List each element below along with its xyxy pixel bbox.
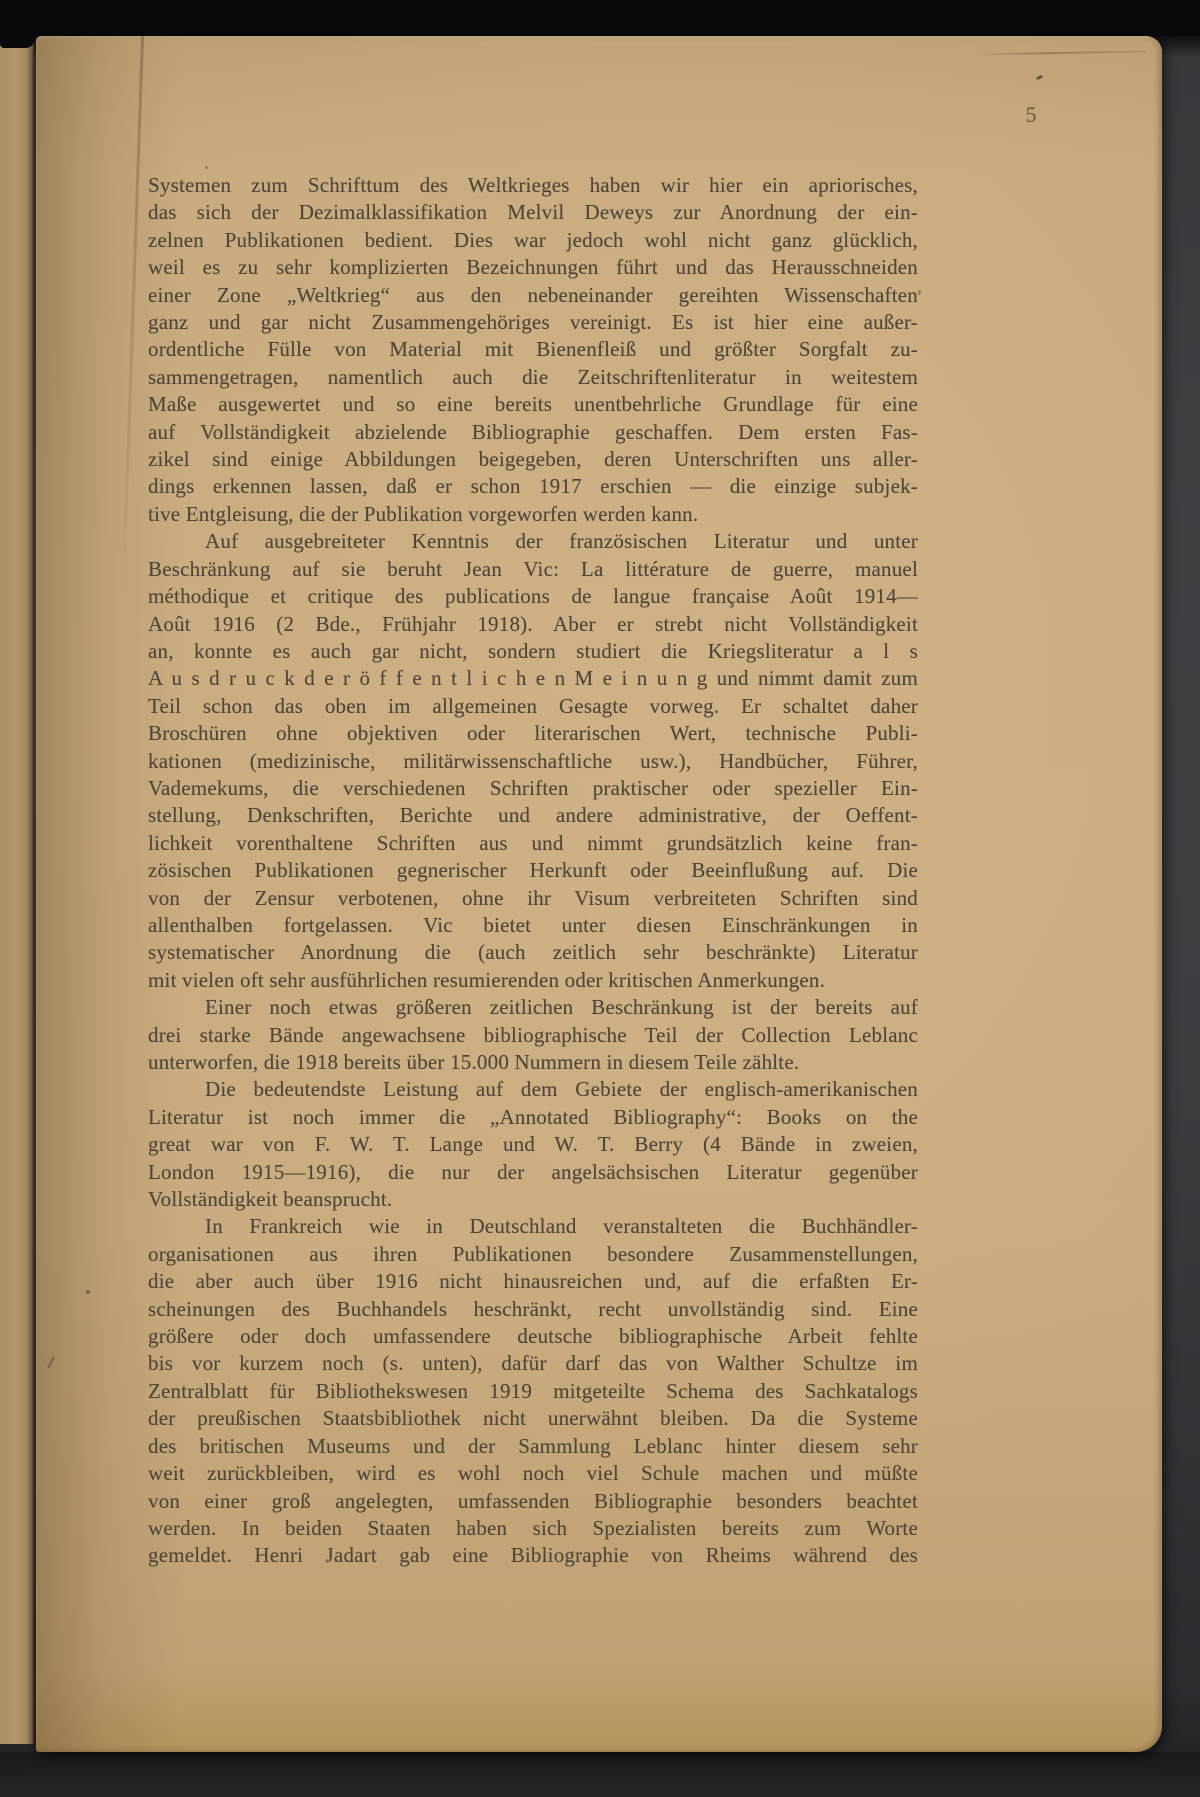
text-line: einer Zone „Weltkrieg“ aus den nebeneinander gereihten Wissenschaften: [148, 282, 918, 307]
text-line: Systemen zum Schrifttum des Weltkrieges haben wir hier ein apriorisches,: [148, 173, 918, 197]
text-line: Vademekums, die verschiedenen Schriften praktischer oder spezieller Ein-: [148, 775, 918, 800]
text-line: Beschränkung auf sie beruht Jean Vic: La littérature de guerre, manuel: [148, 556, 918, 581]
text-line: von einer groß angelegten, umfassenden Bibliographie besonders beachtet: [148, 1488, 918, 1513]
text-line: drei starke Bände angewachsene bibliographische Teil der Collection Leblanc: [148, 1022, 918, 1047]
text-line: sammengetragen, namentlich auch die Zeitschriftenliteratur in weitestem: [148, 364, 918, 389]
text-line: werden. In beiden Staaten haben sich Spezialisten bereits zum Worte: [148, 1515, 918, 1540]
text-line: größere oder doch umfassendere deutsche bibliographische Arbeit fehlte: [148, 1324, 918, 1349]
paragraph: [148, 1213, 918, 1569]
adjacent-page-edge: [0, 44, 34, 1744]
paragraph: [148, 172, 918, 528]
text-line: Zentralblatt für Bibliothekswesen 1919 mitgeteilte Schema des Sachkatalogs: [148, 1378, 918, 1403]
text-line: Maße ausgewertet und so eine bereits unentbehrliche Grundlage für eine: [148, 392, 918, 417]
page: [36, 36, 1162, 1752]
text-line: organisationen aus ihren Publikationen besondere Zusammenstellungen,: [148, 1241, 918, 1266]
text-line: ganz und gar nicht Zusammengehöriges vereinigt. Es ist hier eine außer-: [148, 310, 918, 335]
text-line: dings erkennen lassen, daß er schon 1917 erschien — die einzige subjek-: [148, 474, 918, 499]
text-line: von der Zensur verbotenen, ohne ihr Visum verbreiteten Schriften sind: [148, 885, 918, 910]
text-line: des britischen Museums und der Sammlung Leblanc hinter diesem sehr: [148, 1433, 918, 1458]
text-line: kationen (medizinische, militärwissenschaftliche usw.), Handbücher, Führer,: [148, 748, 918, 773]
scanner-background-top: [0, 0, 1200, 36]
text-line: gemeldet. Henri Jadart gab eine Bibliographie von Rheims während des: [148, 1543, 918, 1568]
page-text: [148, 172, 918, 1570]
paragraph: [148, 994, 918, 1076]
paragraph: [148, 528, 918, 994]
text-line: Teil schon das oben im allgemeinen Gesagte vorweg. Er schaltet daher: [148, 693, 918, 718]
text-line: der preußischen Staatsbibliothek nicht unerwähnt bleiben. Da die Systeme: [148, 1406, 918, 1431]
page-crease: [976, 51, 1146, 56]
text-line: zikel sind einige Abbildungen beigegeben, deren Unterschriften uns aller-: [148, 447, 918, 472]
text-line: die aber auch über 1916 nicht hinausreichen und, auf die erfaßten Er-: [148, 1269, 918, 1294]
text-line: Einer noch etwas größeren zeitlichen Beschränkung ist der bereits auf: [205, 995, 918, 1020]
text-line: Die bedeutendste Leistung auf dem Gebiete der englisch-amerikanischen: [205, 1077, 918, 1102]
text-line: zelnen Publikationen bedient. Dies war jedoch wohl nicht ganz glücklich,: [148, 227, 918, 252]
text-line: weil es zu sehr komplizierten Bezeichnungen führt und das Herausschneiden: [148, 255, 918, 280]
text-line: Auf ausgebreiteter Kenntnis der französischen Literatur und unter: [205, 529, 918, 554]
text-line: London 1915—1916), die nur der angelsächsischen Literatur gegenüber: [148, 1159, 918, 1184]
text-line: das sich der Dezimalklassifikation Melvil Deweys zur Anordnung der ein-: [148, 200, 918, 225]
text-line: an, konnte es auch gar nicht, sondern studiert die Kriegsliteratur a l s: [148, 638, 918, 663]
text-line: bis vor kurzem noch (s. unten), dafür darf das von Walther Schultze im: [148, 1351, 918, 1376]
text-line: allenthalben fortgelassen. Vic bietet unter diesen Einschränkungen in: [148, 912, 918, 937]
text-line: zösischen Publikationen gegnerischer Herkunft oder Beeinflußung auf. Die: [148, 858, 918, 883]
paragraph: [148, 1076, 918, 1213]
text-line: scheinungen des Buchhandels heschränkt, recht unvollständig sind. Eine: [148, 1296, 918, 1321]
text-line: méthodique et critique des publications de langue française Août 1914—: [148, 584, 918, 609]
text-line: mit vielen oft sehr ausführlichen resumierenden oder kritischen Anmerkungen.: [148, 967, 826, 992]
page-crease: [123, 36, 144, 556]
text-line: auf Vollständigkeit abzielende Bibliographie geschaffen. Dem ersten Fas-: [148, 419, 918, 444]
text-line: unterworfen, die 1918 bereits über 15.000 Nummern in diesem Teile zählte.: [148, 1050, 800, 1074]
text-line: stellung, Denkschriften, Berichte und andere administrative, der Oeffent-: [148, 803, 918, 828]
text-line: weit zurückbleiben, wird es wohl noch viel Schule machen und müßte: [148, 1461, 918, 1486]
text-line: tive Entgleisung, die der Publikation vorgeworfen werden kann.: [148, 501, 699, 526]
text-line: Vollständigkeit beansprucht.: [148, 1187, 393, 1212]
scanner-background-bottom: [0, 1752, 1200, 1797]
paper-speck: [86, 1290, 90, 1294]
text-line: Broschüren ohne objektiven oder literarischen Wert, technische Publi-: [148, 721, 918, 746]
text-line: ordentliche Fülle von Material mit Bienenfleiß und größter Sorgfalt zu-: [148, 337, 918, 362]
paper-speck: [918, 290, 921, 295]
text-line: lichkeit vorenthaltene Schriften aus und nimmt grundsätzlich keine fran-: [148, 830, 918, 855]
text-line: systematischer Anordnung die (auch zeitlich sehr beschränkte) Literatur: [148, 940, 918, 965]
page-number: 5: [1025, 102, 1037, 127]
text-line: Literatur ist noch immer die „Annotated Bibliography“: Books on the: [148, 1104, 918, 1129]
text-line: Août 1916 (2 Bde., Frühjahr 1918). Aber er strebt nicht Vollständigkeit: [148, 611, 918, 636]
paper-speck: [205, 166, 208, 169]
text-line: great war von F. W. T. Lange und W. T. Berry (4 Bände in zweien,: [148, 1132, 918, 1157]
text-line: In Frankreich wie in Deutschland veranstalteten die Buchhändler-: [205, 1214, 918, 1239]
text-line: A u s d r u c k d e r ö f f e n t l i c h e n M e i n u n g und nimmt damit zum: [148, 666, 918, 691]
